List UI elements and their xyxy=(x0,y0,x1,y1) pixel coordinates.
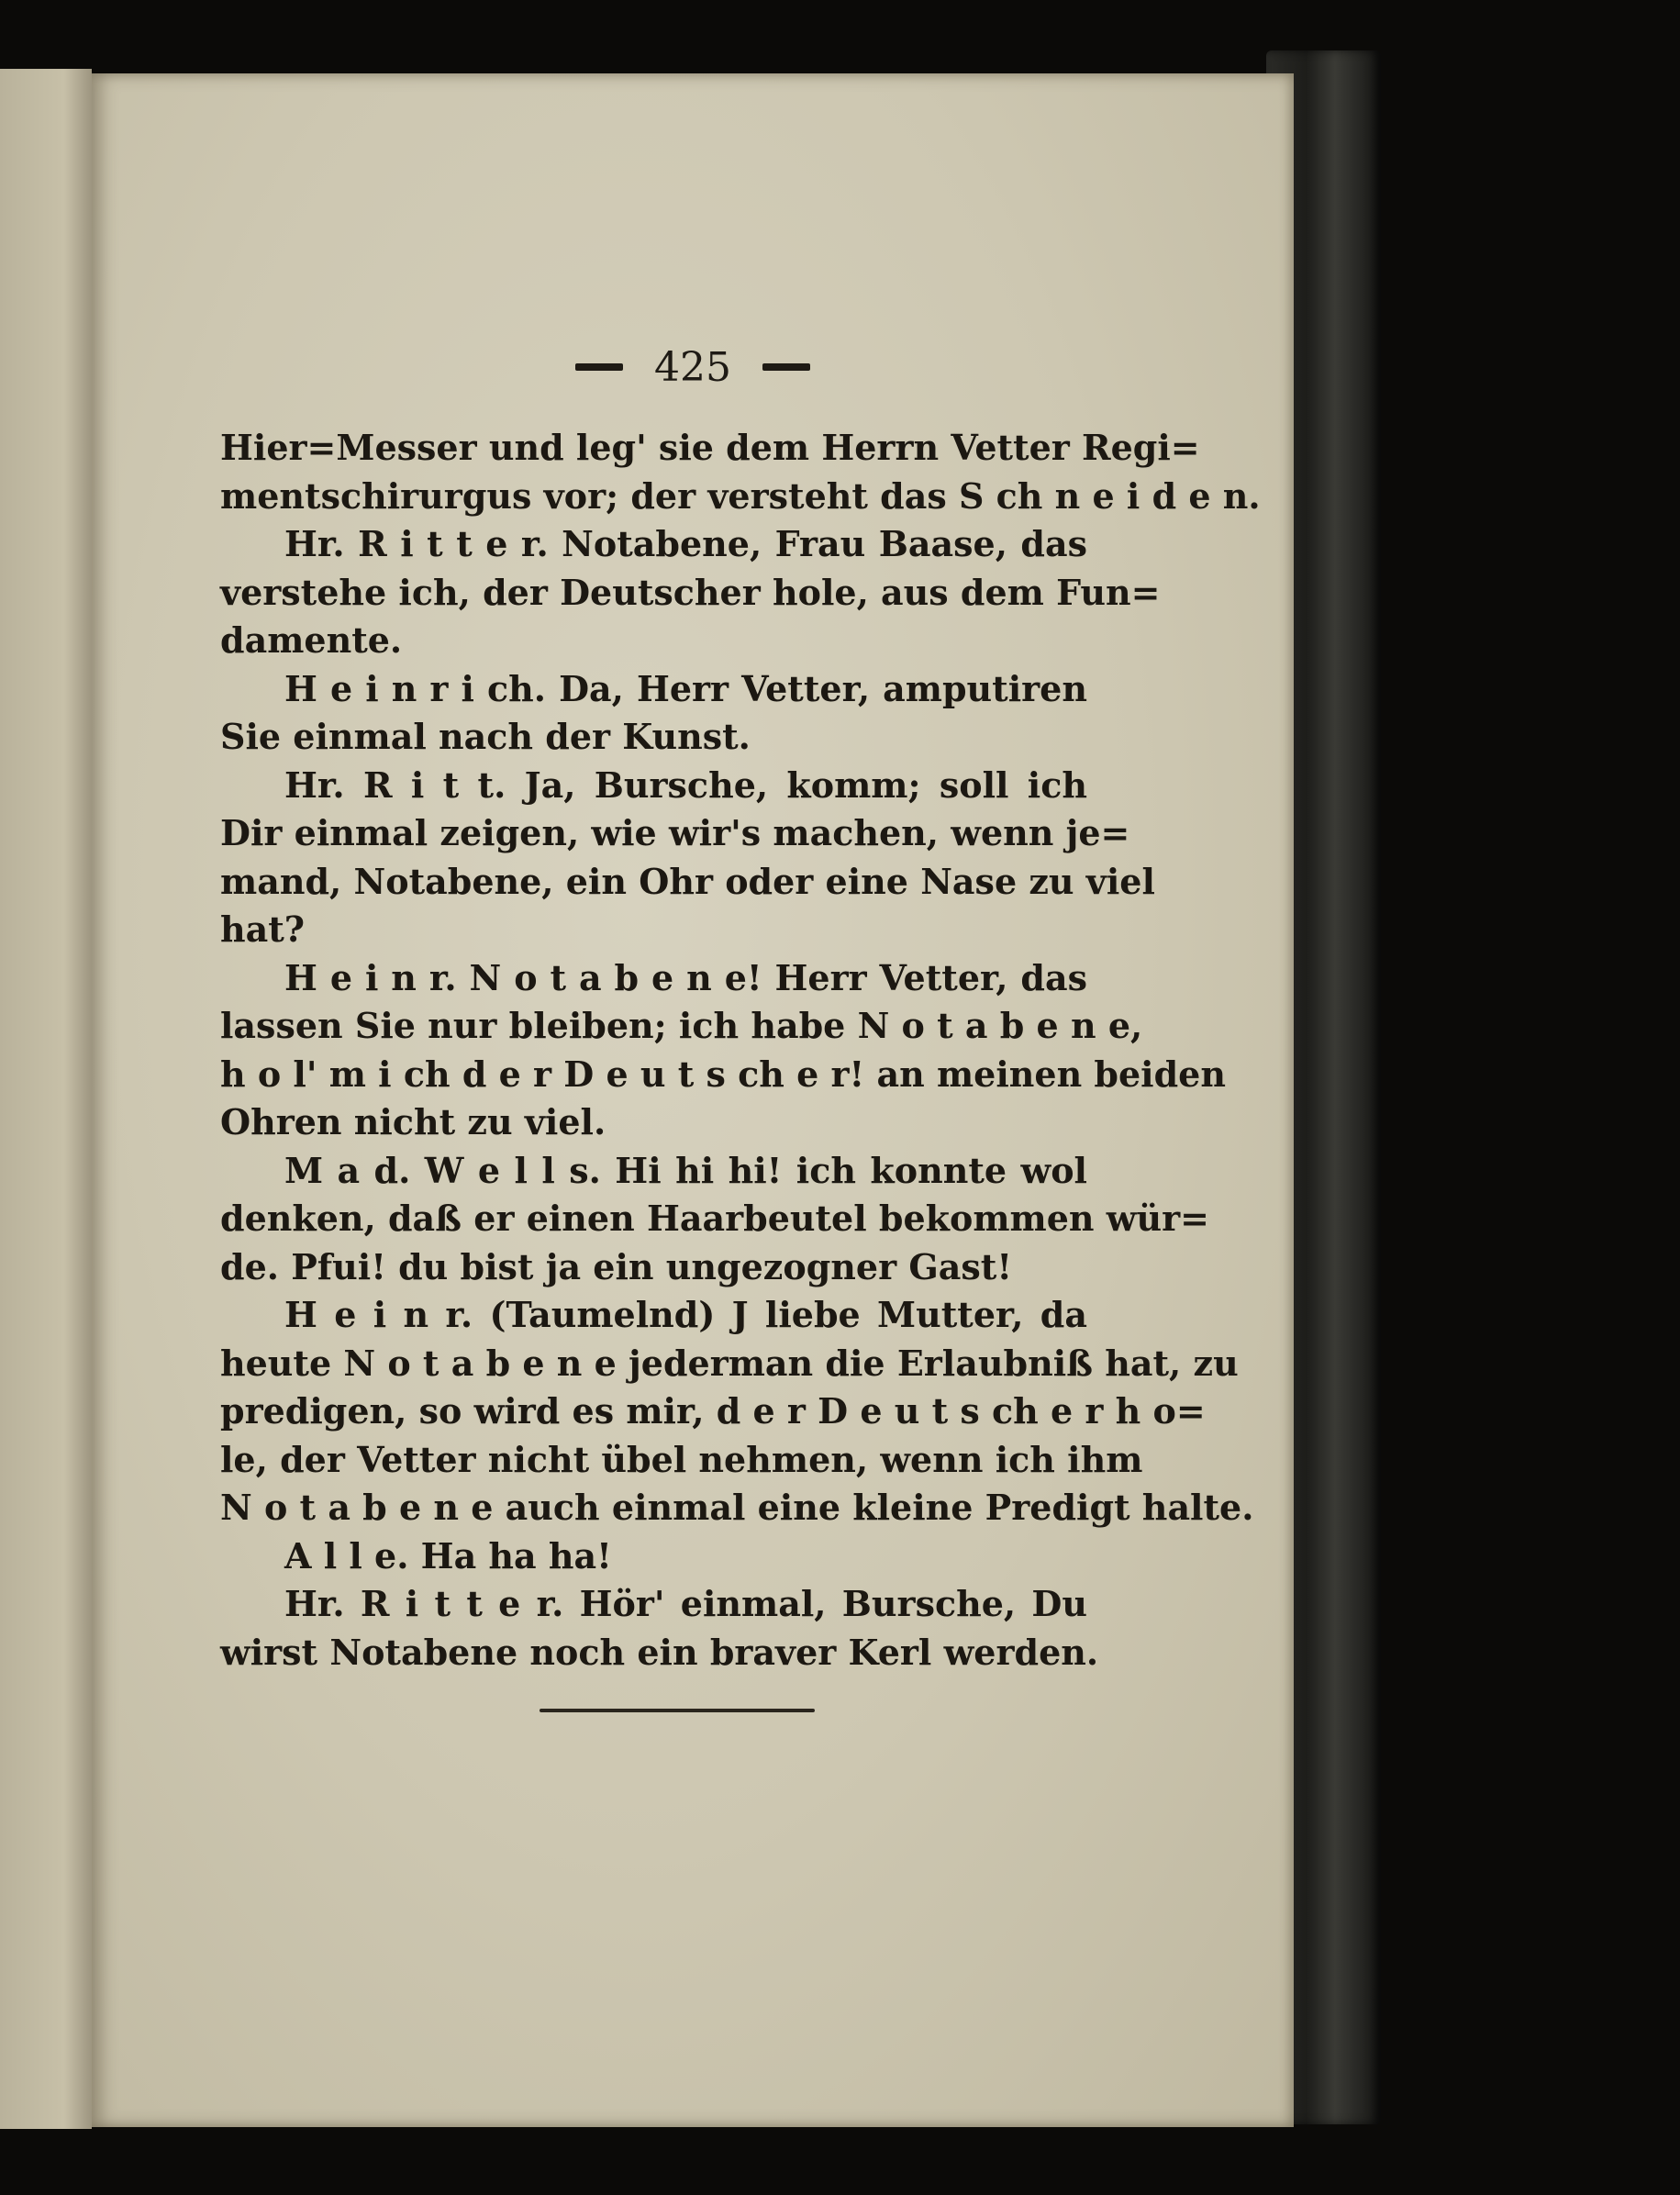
end-rule-divider xyxy=(540,1709,815,1712)
text-line: N o t a b e n e auch einmal eine kleine Predigt halte. xyxy=(220,1487,1254,1528)
text-line: hat? xyxy=(220,908,306,950)
book-page xyxy=(92,73,1294,2127)
text-line: wirst Notabene noch ein braver Kerl werden. xyxy=(220,1631,1099,1673)
text-line: H e i n r. (Taumelnd) J liebe Mutter, da xyxy=(284,1294,1087,1335)
header-dash-left xyxy=(575,363,623,371)
text-line: M a d. W e l l s. Hi hi hi! ich konnte wol xyxy=(284,1149,1087,1191)
text-line: H e i n r i ch. Da, Herr Vetter, amputiren xyxy=(284,667,1087,709)
text-line: de. Pfui! du bist ja ein ungezogner Gast! xyxy=(220,1245,1013,1287)
text-line: damente. xyxy=(220,619,403,661)
text-line: Dir einmal zeigen, wie wir's machen, wenn je= xyxy=(220,812,1130,853)
text-line: Hr. R i t t e r. Notabene, Frau Baase, das xyxy=(284,523,1087,564)
text-line: verstehe ich, der Deutscher hole, aus dem Fun= xyxy=(220,571,1161,613)
page-number: 425 xyxy=(654,343,731,391)
text-line: lassen Sie nur bleiben; ich habe N o t a b e n e, xyxy=(220,1005,1143,1046)
text-line: denken, daß er einen Haarbeutel bekommen wür= xyxy=(220,1198,1209,1239)
text-line: Hr. R i t t. Ja, Bursche, komm; soll ich xyxy=(284,763,1087,806)
text-line: mentschirurgus vor; der versteht das S ch n e i d e n. xyxy=(220,474,1261,517)
text-line: Sie einmal nach der Kunst. xyxy=(220,716,751,757)
text-line: A l l e. Ha ha ha! xyxy=(284,1534,612,1577)
page-body-text xyxy=(220,424,1261,1677)
left-page-edge xyxy=(0,69,92,2129)
text-line: heute N o t a b e n e jederman die Erlaubniß hat, zu xyxy=(220,1342,1239,1384)
text-line: Ohren nicht zu viel. xyxy=(220,1101,606,1142)
page-header xyxy=(92,340,1294,395)
text-line: H e i n r. N o t a b e n e! Herr Vetter, das xyxy=(284,956,1087,998)
text-line: le, der Vetter nicht übel nehmen, wenn ich ihm xyxy=(220,1438,1143,1480)
header-dash-right xyxy=(762,363,810,371)
text-line: predigen, so wird es mir, d e r D e u t s ch e r h o= xyxy=(220,1390,1206,1432)
text-line: h o l' m i ch d e r D e u t s ch e r! an meinen beiden xyxy=(220,1053,1226,1095)
text-line: mand, Notabene, ein Ohr oder eine Nase zu viel xyxy=(220,860,1155,902)
text-line: Hr. R i t t e r. Hör' einmal, Bursche, Du xyxy=(284,1583,1087,1624)
text-line: Hier=Messer und leg' sie dem Herrn Vetter Regi= xyxy=(220,427,1200,468)
